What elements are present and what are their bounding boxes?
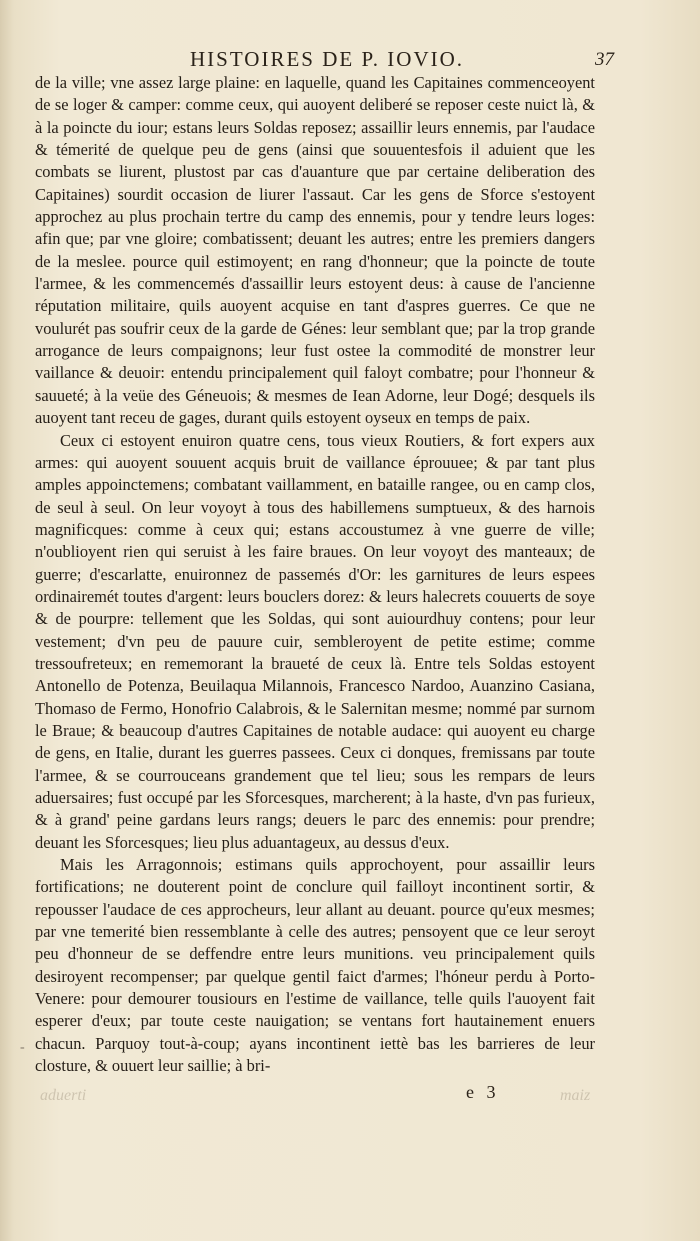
paragraph-3: Mais les Arragonnois; estimans quils approchoyent, pour assaillir leurs fortifications; ne douterent point de conclure quil failloyt incontinent sortir, & repousser l'audace de ces approcheurs, leur allant au deuant. pource qu'eux mesmes; par vne temerité bien ressemblante à celle des autres; pensoyent que ce leur seroyt peu d'honneur de se deffendre entre leurs munitions. veu principalement quils desiroyent recompenser; par quelque gentil faict d'armes; l'hóneur perdu à Porto-Venere: pour demourer tousiours en l'estime de vaillance, telle quils l'auoyent fait esperer d'eux; par toute ceste nauigation; se ventans fort hautainement enuers chacun. Parquoy tout-à-coup; ayans incontinent iettè bas les barrieres de leur closture, & ouuert leur saillie; à bri- xyxy=(35,855,595,1076)
bleed-through-right: maiz xyxy=(560,1087,591,1104)
margin-mark: - xyxy=(20,1040,25,1055)
running-head xyxy=(0,47,700,75)
body-text xyxy=(35,72,595,1077)
running-title: HISTOIRES DE P. IOVIO. xyxy=(190,47,465,71)
signature-mark: e 3 xyxy=(466,1082,500,1102)
paragraph-1: de la ville; vne assez large plaine: en laquelle, quand les Capitaines commenceoyent de se loger & camper: comme ceux, qui auoyent deliberé se reposer ceste nuict là, & à la poincte du iour; estans leurs Soldas reposez; assaillir leurs ennemis, par l'audace & témerité de quelque peu de gens (ainsi que souuentesfois il aduient que les combats se liurent, plustost par cas d'auanture que par certaine deliberation des Capitaines) sourdit occasion de liurer l'assaut. Car les gens de Sforce s'estoyent approchez au plus prochain tertre du camp des ennemis, pour y tendre leurs loges: afin que; par vne gloire; combatissent; deuant les autres; entre les premiers dangers de la meslee. pource quil estimoyent; en rang d'honneur; que la poincte de toute l'armee, & les commencemés d'assaillir leurs estoyent deus: à cause de l'ancienne réputation militaire, quils auoyent acquise en tant d'aspres guerres. Ce que ne voulurét pas soufrir ceux de la garde de Génes: leur semblant que; par la trop grande arrogance de leurs compaignons; leur fust ostee la commodité de monstrer leur vaillance & deuoir: entendu principalement quil faloyt combatre; pour l'honneur & sauueté; à la veüe des Géneuois; & mesmes de Iean Adorne, leur Dogé; desquels ils auoyent tant receu de gages, durant quils estoyent oyseux en temps de paix. xyxy=(35,73,595,428)
paragraph-2: Ceux ci estoyent enuiron quatre cens, tous vieux Routiers, & fort expers aux armes: qui auoyent souuent acquis bruit de vaillance éprouuee; & par tant plus amples appoinctemens; combatant vaillamment, en bataille rangee, ou en camp clos, de seul à seul. On leur voyoyt à tous des habillemens sumptueux, & des harnois magnificques: comme à ceux qui; estans accoustumez à vne guerre de ville; n'oublioyent rien qui seruist à les faire braues. On leur voyoyt des manteaux; de guerre; d'escarlatte, enuironnez de passemés d'Or: les garnitures de leurs espees ordinairemét toutes d'argent: leurs bouclers dorez: & leurs halecrets couuerts de soye & de pourpre: tellement que les Soldas, qui sont auiourdhuy contens; pour leur vestement; d'vn peu de pauure cuir, sembleroyent de petite estime; comme tressoufreteux; en rememorant la braueté de ceux là. Entre tels Soldas estoyent Antonello de Potenza, Beuilaqua Milannois, Francesco Nardoo, Auanzino Casiana, Thomaso de Fermo, Honofrio Calabrois, & le Salernitan mesme; nommé par surnom le Braue; & beaucoup d'autres Capitaines de notable audace: qui auoyent eu charge de gens, en Italie, durant les guerres passees. Ceux ci donques, fremissans par toute l'armee, & se courrouceans grandement que tel lieu; sous les rempars de leurs aduersaires; fust occupé par les Sforcesques, marcherent; à la haste, d'vn pas furieux, & à grand' peine gardans leurs rangs; deuers le parc des ennemis: pour prendre; deuant les Sforcesques; lieu plus aduantageux, au dessus d'eux. xyxy=(35,430,595,852)
folio-number: 37 xyxy=(595,49,614,70)
bleed-through-left: aduerti xyxy=(40,1087,87,1104)
